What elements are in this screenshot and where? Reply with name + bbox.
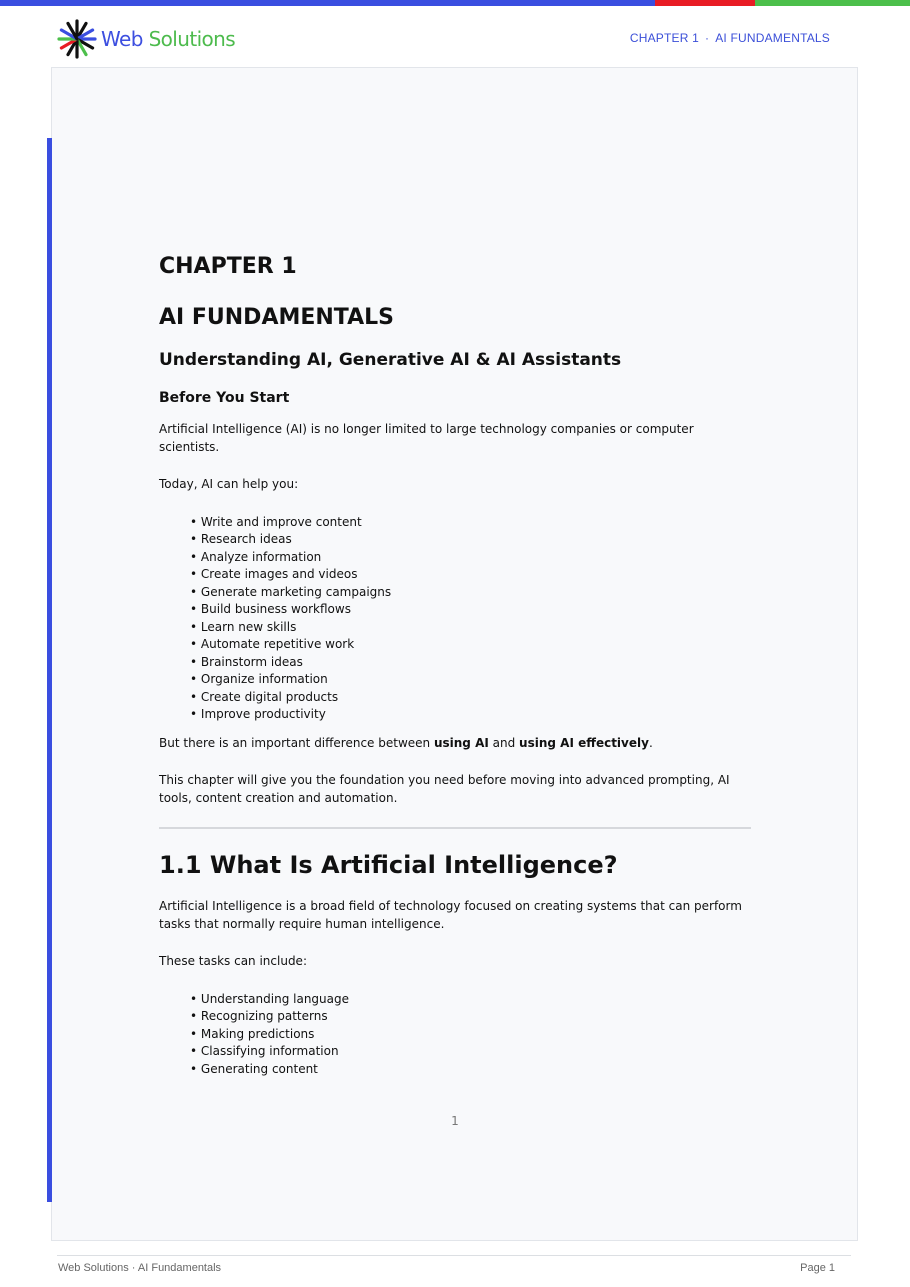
left-accent-bar: [47, 138, 52, 1202]
list-item: • Create images and videos: [190, 566, 751, 584]
section-paragraph: Artificial Intelligence is a broad field of technology focused on creating systems that can perform tasks that normally require human intelligence.: [159, 899, 742, 931]
chapter-note: This chapter will give you the foundation you need before moving into advanced prompting, AI tools, content creation and automation.: [159, 773, 730, 805]
page-number: 1: [451, 1114, 459, 1128]
list-item: • Learn new skills: [190, 619, 751, 637]
footer-left-text: Web Solutions · AI Fundamentals: [58, 1262, 222, 1274]
list-item: • Write and improve content: [190, 514, 751, 532]
tasks-list: [159, 991, 751, 1079]
chapter-subtitle: Understanding AI, Generative AI & AI Assistants: [159, 350, 622, 370]
list-item: • Classifying information: [190, 1043, 751, 1061]
list-item: • Brainstorm ideas: [190, 654, 751, 672]
header-breadcrumb: [630, 31, 830, 45]
difference-text-after: .: [648, 735, 653, 750]
breadcrumb-separator: ·: [705, 31, 710, 45]
list-item: • Improve productivity: [190, 706, 751, 724]
top-bar-blue: [0, 0, 655, 6]
section-divider: [159, 827, 751, 829]
footer-divider: [57, 1255, 851, 1256]
list-item: • Recognizing patterns: [190, 1008, 751, 1026]
starburst-icon: [57, 19, 97, 59]
top-bar-green: [755, 0, 910, 6]
breadcrumb-chapter: CHAPTER 1: [629, 31, 699, 45]
footer-page-label: Page 1: [800, 1262, 835, 1274]
difference-paragraph: [159, 735, 751, 753]
top-color-bar: [0, 0, 910, 6]
tasks-intro: These tasks can include:: [159, 954, 307, 968]
list-item: • Automate repetitive work: [190, 636, 751, 654]
list-item: • Build business workflows: [190, 601, 751, 619]
top-bar-red: [655, 0, 755, 6]
section-heading: 1.1 What Is Artificial Intelligence?: [159, 851, 618, 879]
brand-word-solutions: Solutions: [148, 27, 236, 51]
list-item: • Making predictions: [190, 1026, 751, 1044]
difference-text-before: But there is an important difference between: [159, 735, 434, 750]
list-item: • Generate marketing campaigns: [190, 584, 751, 602]
brand-word-web: Web: [101, 27, 143, 51]
list-item: • Create digital products: [190, 689, 751, 707]
difference-bold-using-ai: using AI: [433, 735, 489, 750]
chapter-label: CHAPTER 1: [159, 254, 297, 279]
list-item: • Understanding language: [190, 991, 751, 1009]
list-item: • Research ideas: [190, 531, 751, 549]
list-item: • Analyze information: [190, 549, 751, 567]
brand-logo: [57, 18, 235, 60]
help-list: [159, 514, 751, 724]
list-item: • Organize information: [190, 671, 751, 689]
help-intro: Today, AI can help you:: [159, 477, 299, 491]
difference-text-mid: and: [488, 735, 520, 750]
list-item: • Generating content: [190, 1061, 751, 1079]
breadcrumb-topic: AI FUNDAMENTALS: [715, 31, 830, 45]
chapter-title: AI FUNDAMENTALS: [159, 305, 394, 330]
before-you-start-heading: Before You Start: [159, 390, 290, 406]
brand-name: [101, 27, 235, 51]
difference-bold-effectively: using AI effectively: [519, 735, 649, 750]
document-content: [159, 250, 751, 1078]
intro-paragraph: Artificial Intelligence (AI) is no longer limited to large technology companies or computer scientists.: [159, 422, 694, 454]
